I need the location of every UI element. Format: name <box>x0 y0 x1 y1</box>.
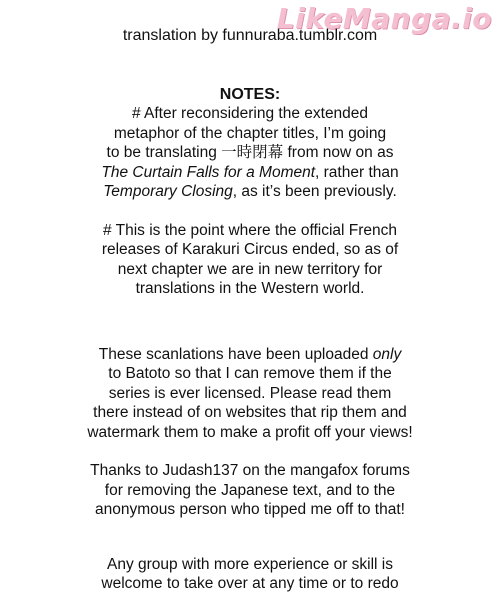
note-line: The Curtain Falls for a Moment, rather than <box>101 163 399 181</box>
group-line: Any group with more experience or skill is <box>106 555 393 573</box>
notice-line: there instead of on websites that rip them and <box>93 404 407 421</box>
notice-line: series is ever licensed. Please read them <box>108 384 392 402</box>
thanks-line: for removing the Japanese text, and to the <box>104 481 396 499</box>
notes-heading: NOTES: <box>219 86 281 103</box>
group-invite-paragraph <box>0 555 500 594</box>
note-line: next chapter we are in new territory for <box>117 260 383 278</box>
group-line: welcome to take over at any time or to redo <box>101 575 399 592</box>
old-title-term: Temporary Closing <box>103 183 233 200</box>
note-chapter-titles <box>0 104 500 202</box>
note-line: # This is the point where the official French <box>102 221 398 239</box>
site-watermark-logo: LikeManga.io <box>276 2 492 35</box>
note-line: to be translating 一時閉幕 from now on as <box>106 144 394 161</box>
note-line: Temporary Closing, as it’s been previously. <box>103 183 397 200</box>
note-line: translations in the Western world. <box>135 280 365 297</box>
translation-credit: translation by funnuraba.tumblr.com <box>122 27 378 44</box>
japanese-term: 一時閉幕 <box>221 144 284 161</box>
notice-line: These scanlations have been uploaded only <box>98 345 402 363</box>
thanks-line: Thanks to Judash137 on the mangafox forums <box>90 462 410 479</box>
notice-line: to Batoto so that I can remove them if the <box>108 365 392 382</box>
new-title-term: The Curtain Falls for a Moment <box>101 163 316 181</box>
note-line: releases of Karakuri Circus ended, so as of <box>101 241 399 258</box>
note-line: # After reconsidering the extended <box>131 105 369 122</box>
upload-notice <box>0 345 500 443</box>
emphasis-only: only <box>372 345 402 363</box>
note-french-releases <box>0 221 500 299</box>
notice-line: watermark them to make a profit off your views! <box>87 423 413 441</box>
thanks-paragraph <box>0 461 500 520</box>
note-line: metaphor of the chapter titles, I’m going <box>113 124 387 142</box>
notes-page <box>0 26 500 594</box>
thanks-line: anonymous person who tipped me off to that! <box>95 501 405 518</box>
